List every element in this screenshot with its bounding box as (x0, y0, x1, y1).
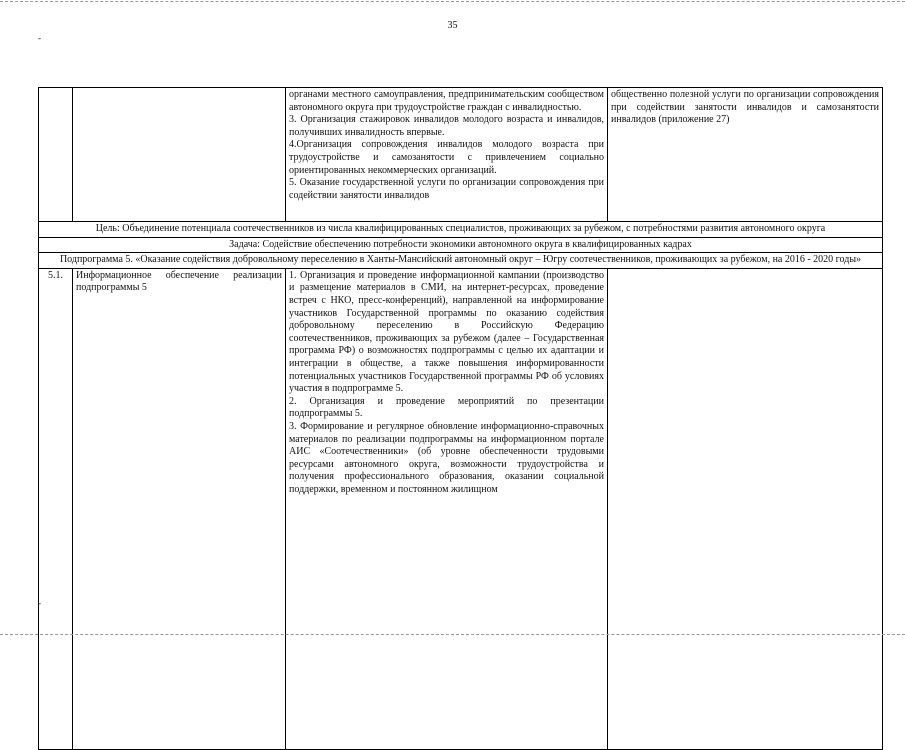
subprogram-row (39, 253, 883, 269)
activity-paragraph: органами местного самоуправления, предпринимательским сообществом автономного округа при трудоустройстве граждан с инвалидностью. (289, 89, 604, 113)
activity-paragraph: 5. Оказание государственной услуги по организации сопровождения при содействии занятости инвалидов (289, 177, 604, 201)
scan-speck: - (38, 598, 41, 608)
table-row-continuation (39, 88, 883, 222)
activities-cell (286, 88, 608, 222)
table-row-5-1 (39, 268, 883, 749)
row-name: Информационное обеспечение реализации подпрограммы 5 (73, 268, 286, 749)
scan-top-edge (0, 1, 905, 3)
number-cell (39, 88, 73, 222)
activities-cell (286, 268, 608, 749)
activities-clip (289, 270, 604, 748)
activity-paragraph: 1. Организация и проведение информационной кампании (производство и размещение материалов в СМИ, на интернет-ресурсах, проведение встреч с НКО, пресс-конференций), направленной на информирование участников Государственной программы по оказанию содействия добровольному переселению в Российскую Федерацию соотечественников, проживающих за рубежом (далее – Государственная программа РФ) о возможностях подпрограммы с целью их адаптации и интеграции в обществе, а также повышения информированности потенциальных участников Государственной программы РФ об условиях участия в подпрограмме 5. (289, 269, 604, 395)
goal-row (39, 222, 883, 238)
task-row (39, 237, 883, 253)
page-number: 35 (447, 20, 458, 31)
activity-paragraph: 2. Организация и проведение мероприятий по презентации подпрограммы 5. (289, 395, 604, 420)
activity-paragraph: 3. Формирование и регулярное обновление информационно-справочных материалов по реализации подпрограммы на информационном портале АИС «Соотечественники» (об уровне обеспеченности трудовыми ресурсами автономного округа, возможности трудоустройства и получения профессионального образования, оказании социальной поддержки, временном и постоянном жилищном (289, 420, 604, 495)
activity-paragraph: 4.Организация сопровождения инвалидов молодого возраста при трудоустройстве и самозанятости с привлечением социально ориентированных некоммерческих организаций. (289, 139, 604, 176)
name-cell (73, 88, 286, 222)
program-table (38, 87, 883, 750)
row-number: 5.1. (39, 268, 73, 749)
result-cell: общественно полезной услуги по организации сопровождения при содействии занятости инвалидов и самозанятости инвалидов (приложение 27) (608, 88, 883, 222)
subprogram-title: Подпрограмма 5. «Оказание содействия добровольному переселению в Ханты-Мансийский автономный округ – Югру соотечественников, проживающих за рубежом, на 2016 - 2020 годы» (39, 253, 883, 269)
scan-bottom-edge (0, 634, 905, 636)
goal-text: Цель: Объединение потенциала соотечественников из числа квалифицированных специалистов, проживающих за рубежом, с потребностями развития автономного округа (39, 222, 883, 238)
result-cell (608, 268, 883, 749)
scan-speck: - (38, 33, 41, 43)
task-text: Задача: Содействие обеспечению потребности экономики автономного округа в квалифицированных кадрах (39, 237, 883, 253)
activity-paragraph: 3. Организация стажировок инвалидов молодого возраста и инвалидов, получивших инвалидность впервые. (289, 114, 604, 138)
